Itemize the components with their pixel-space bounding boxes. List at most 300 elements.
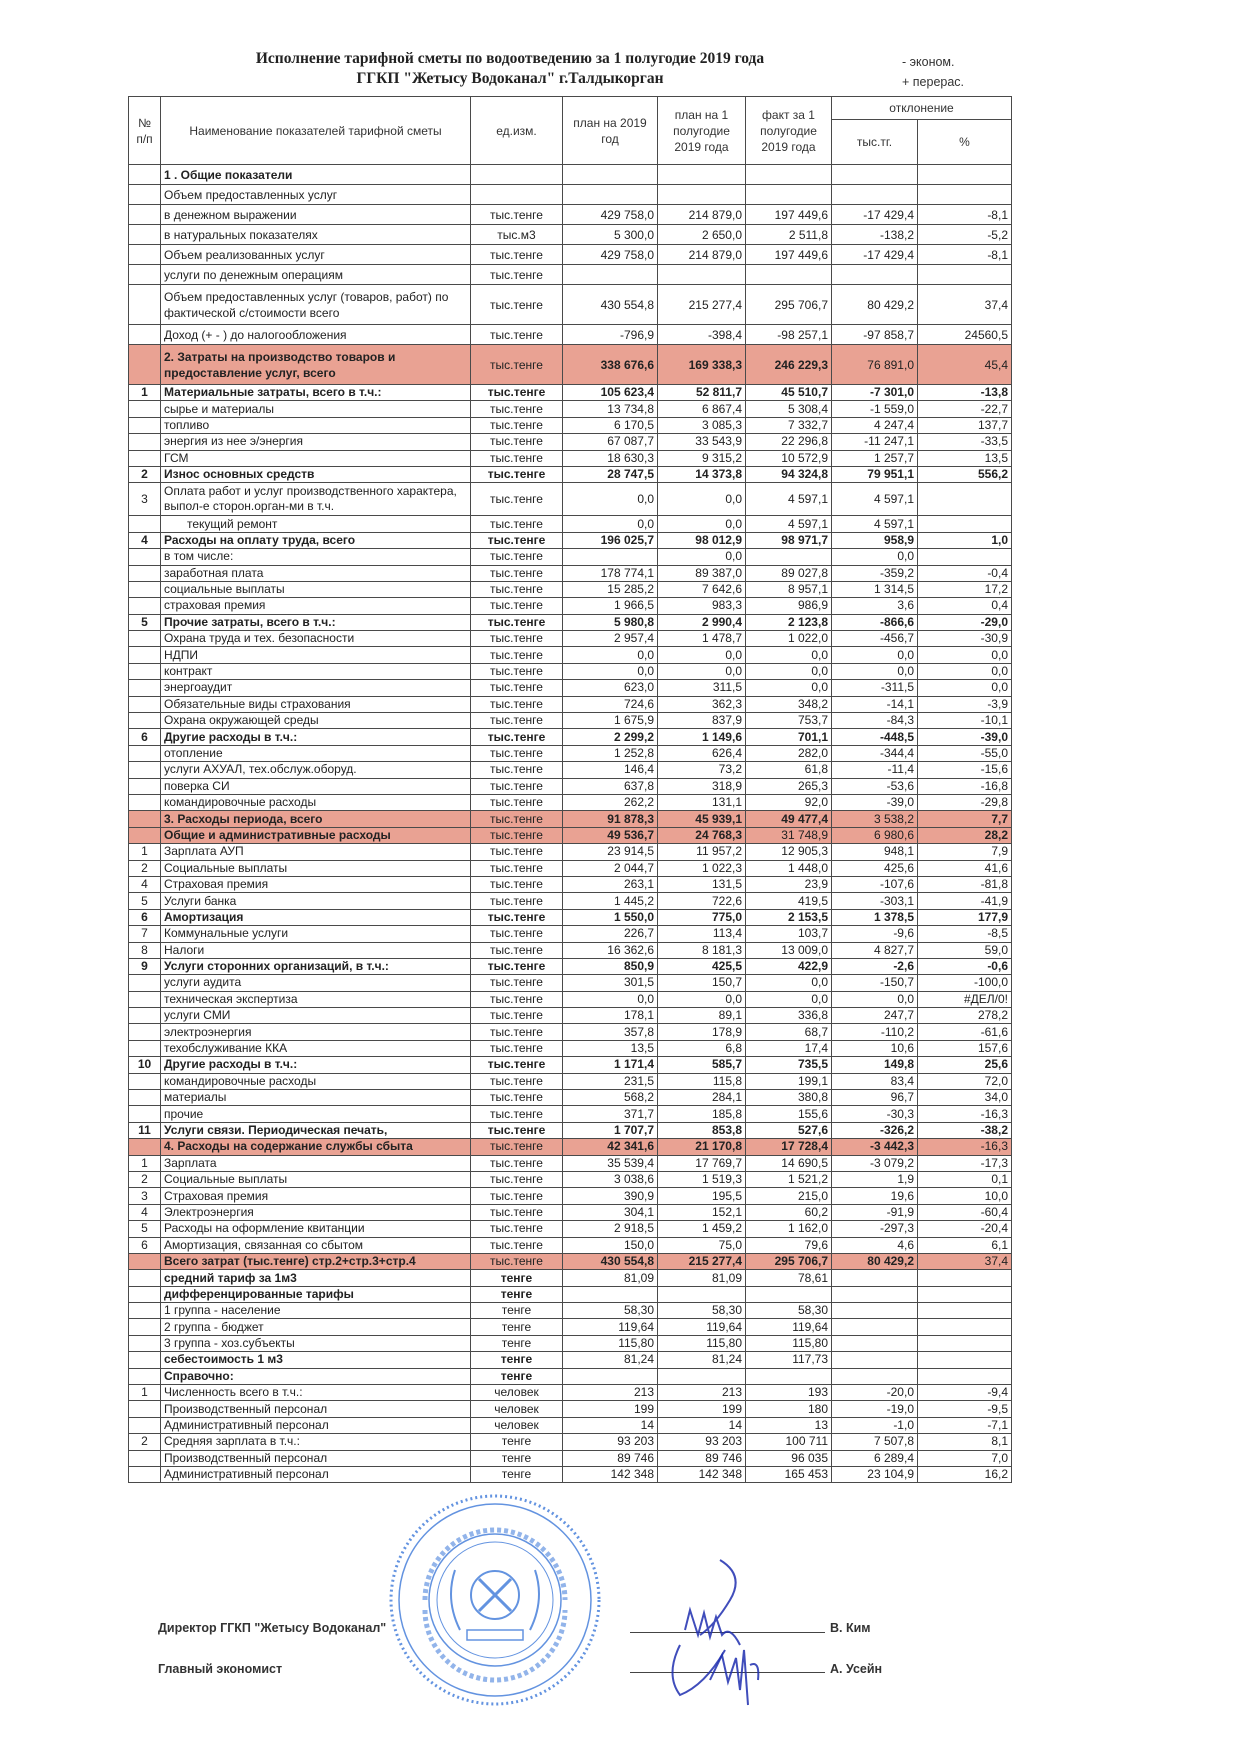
plan-half-value: 215 277,4: [658, 285, 746, 325]
col-header-plan-half: план на 1 полугодие 2019 года: [658, 97, 746, 165]
row-number: [129, 245, 161, 265]
plan-year-value: 1 252,8: [563, 745, 658, 761]
plan-year-value: 568,2: [563, 1090, 658, 1106]
row-unit: тыс.тенге: [471, 1057, 563, 1073]
row-unit: тыс.тенге: [471, 647, 563, 663]
row-indicator-name: командировочные расходы: [161, 794, 471, 810]
deviation-abs-value: 1 378,5: [832, 909, 918, 925]
row-number: [129, 325, 161, 345]
fact-half-value: 79,6: [746, 1237, 832, 1253]
plan-half-value: 169 338,3: [658, 345, 746, 385]
deviation-abs-value: -344,4: [832, 745, 918, 761]
plan-year-value: 67 087,7: [563, 434, 658, 450]
plan-year-value: 0,0: [563, 483, 658, 516]
row-number: 1: [129, 385, 161, 401]
row-indicator-name: Объем предоставленных услуг: [161, 185, 471, 205]
plan-half-value: [658, 1286, 746, 1302]
deviation-abs-value: 6 289,4: [832, 1450, 918, 1466]
deviation-pct-value: -81,8: [918, 876, 1012, 892]
deviation-pct-value: -61,6: [918, 1024, 1012, 1040]
deviation-pct-value: 556,2: [918, 466, 1012, 482]
plan-year-value: 28 747,5: [563, 466, 658, 482]
plan-half-value: 17 769,7: [658, 1155, 746, 1171]
row-number: [129, 1335, 161, 1351]
row-indicator-name: Производственный персонал: [161, 1450, 471, 1466]
fact-half-value: 2 511,8: [746, 225, 832, 245]
row-indicator-name: прочие: [161, 1106, 471, 1122]
row-number: [129, 565, 161, 581]
row-number: [129, 1270, 161, 1286]
row-indicator-name: 2. Затраты на производство товаров и предоставление услуг, всего: [161, 345, 471, 385]
table-row: [129, 1024, 1012, 1040]
fact-half-value: [746, 265, 832, 285]
deviation-pct-value: 1,0: [918, 532, 1012, 548]
plan-half-value: 0,0: [658, 483, 746, 516]
deviation-abs-value: -2,6: [832, 958, 918, 974]
fact-half-value: 4 597,1: [746, 516, 832, 532]
deviation-pct-value: [918, 1335, 1012, 1351]
plan-year-value: 1 675,9: [563, 713, 658, 729]
plan-half-value: 21 170,8: [658, 1139, 746, 1155]
row-unit: тыс.тенге: [471, 1237, 563, 1253]
row-number: 9: [129, 958, 161, 974]
deviation-abs-value: 6 980,6: [832, 827, 918, 843]
row-indicator-name: Услуги банка: [161, 893, 471, 909]
table-row: [129, 778, 1012, 794]
table-row: [129, 827, 1012, 843]
row-unit: тыс.тенге: [471, 942, 563, 958]
row-indicator-name: Социальные выплаты: [161, 860, 471, 876]
deviation-pct-value: 10,0: [918, 1188, 1012, 1204]
row-unit: тыс.тенге: [471, 565, 563, 581]
deviation-abs-value: [832, 1319, 918, 1335]
row-indicator-name: Всего затрат (тыс.тенге) стр.2+стр.3+стр.4: [161, 1253, 471, 1269]
deviation-abs-value: -91,9: [832, 1204, 918, 1220]
table-row: [129, 713, 1012, 729]
table-row: [129, 1139, 1012, 1155]
deviation-abs-value: 83,4: [832, 1073, 918, 1089]
deviation-pct-value: 177,9: [918, 909, 1012, 925]
row-number: [129, 794, 161, 810]
fact-half-value: 7 332,7: [746, 417, 832, 433]
table-row: [129, 483, 1012, 516]
table-row: [129, 581, 1012, 597]
plan-half-value: 195,5: [658, 1188, 746, 1204]
plan-year-value: 81,24: [563, 1352, 658, 1368]
deviation-abs-value: 80 429,2: [832, 1253, 918, 1269]
plan-half-value: 2 990,4: [658, 614, 746, 630]
row-number: [129, 745, 161, 761]
deviation-pct-value: 34,0: [918, 1090, 1012, 1106]
row-indicator-name: Производственный персонал: [161, 1401, 471, 1417]
row-number: 2: [129, 860, 161, 876]
row-indicator-name: Износ основных средств: [161, 466, 471, 482]
deviation-abs-value: -3 079,2: [832, 1155, 918, 1171]
deviation-pct-value: -16,3: [918, 1106, 1012, 1122]
deviation-abs-value: 0,0: [832, 647, 918, 663]
deviation-abs-value: 23 104,9: [832, 1467, 918, 1483]
row-indicator-name: Оплата работ и услуг производственного характера, выпол-е сторон.орган-ми в т.ч.: [161, 483, 471, 516]
fact-half-value: 10 572,9: [746, 450, 832, 466]
row-unit: тыс.тенге: [471, 696, 563, 712]
row-number: [129, 1090, 161, 1106]
director-label: Директор ГГКП "Жетысу Водоканал": [158, 1621, 387, 1635]
plan-half-value: 9 315,2: [658, 450, 746, 466]
row-unit: тыс.тенге: [471, 844, 563, 860]
table-row: [129, 876, 1012, 892]
row-unit: тыс.тенге: [471, 1188, 563, 1204]
table-row: [129, 325, 1012, 345]
col-header-fact-half: факт за 1 полугодие 2019 года: [746, 97, 832, 165]
plan-half-value: 113,4: [658, 926, 746, 942]
deviation-abs-value: -3 442,3: [832, 1139, 918, 1155]
plan-half-value: 11 957,2: [658, 844, 746, 860]
row-indicator-name: Зарплата: [161, 1155, 471, 1171]
row-unit: тыс.тенге: [471, 532, 563, 548]
table-row: [129, 1008, 1012, 1024]
table-row: [129, 1188, 1012, 1204]
row-number: [129, 762, 161, 778]
plan-half-value: 722,6: [658, 893, 746, 909]
fact-half-value: 17 728,4: [746, 1139, 832, 1155]
row-unit: тыс.тенге: [471, 1171, 563, 1187]
row-indicator-name: 2 группа - бюджет: [161, 1319, 471, 1335]
row-unit: тыс.тенге: [471, 663, 563, 679]
row-indicator-name: НДПИ: [161, 647, 471, 663]
fact-half-value: [746, 165, 832, 185]
fact-half-value: 94 324,8: [746, 466, 832, 482]
plan-half-value: 33 543,9: [658, 434, 746, 450]
row-indicator-name: топливо: [161, 417, 471, 433]
plan-year-value: 1 966,5: [563, 598, 658, 614]
row-number: [129, 265, 161, 285]
fact-half-value: 0,0: [746, 663, 832, 679]
row-indicator-name: Административный персонал: [161, 1417, 471, 1433]
fact-half-value: 193: [746, 1385, 832, 1401]
table-row: [129, 185, 1012, 205]
table-row: [129, 1467, 1012, 1483]
fact-half-value: 282,0: [746, 745, 832, 761]
row-unit: тыс.тенге: [471, 1139, 563, 1155]
row-unit: тыс.тенге: [471, 483, 563, 516]
deviation-pct-value: -60,4: [918, 1204, 1012, 1220]
deviation-pct-value: [918, 185, 1012, 205]
deviation-pct-value: [918, 1303, 1012, 1319]
deviation-pct-value: -22,7: [918, 401, 1012, 417]
table-row: [129, 205, 1012, 225]
plan-year-value: 1 707,7: [563, 1122, 658, 1138]
fact-half-value: 1 521,2: [746, 1171, 832, 1187]
plan-year-value: 5 300,0: [563, 225, 658, 245]
deviation-pct-value: [918, 1368, 1012, 1384]
row-unit: тыс.тенге: [471, 1155, 563, 1171]
plan-half-value: 89,1: [658, 1008, 746, 1024]
plan-year-value: 105 623,4: [563, 385, 658, 401]
plan-half-value: 75,0: [658, 1237, 746, 1253]
row-unit: тыс.тенге: [471, 713, 563, 729]
fact-half-value: 23,9: [746, 876, 832, 892]
fact-half-value: 246 229,3: [746, 345, 832, 385]
deviation-pct-value: 0,0: [918, 647, 1012, 663]
row-number: [129, 975, 161, 991]
deviation-abs-value: -11 247,1: [832, 434, 918, 450]
plan-half-value: 837,9: [658, 713, 746, 729]
fact-half-value: 215,0: [746, 1188, 832, 1204]
fact-half-value: 68,7: [746, 1024, 832, 1040]
plan-year-value: 429 758,0: [563, 205, 658, 225]
row-indicator-name: Расходы на оплату труда, всего: [161, 532, 471, 548]
plan-half-value: 425,5: [658, 958, 746, 974]
row-number: [129, 434, 161, 450]
table-row: [129, 245, 1012, 265]
row-indicator-name: отопление: [161, 745, 471, 761]
row-indicator-name: услуги аудита: [161, 975, 471, 991]
plan-half-value: 2 650,0: [658, 225, 746, 245]
row-unit: тыс.тенге: [471, 778, 563, 794]
row-unit: тыс.тенге: [471, 450, 563, 466]
deviation-pct-value: 41,6: [918, 860, 1012, 876]
deviation-abs-value: -11,4: [832, 762, 918, 778]
row-number: [129, 1008, 161, 1024]
row-unit: тыс.тенге: [471, 1106, 563, 1122]
deviation-pct-value: [918, 165, 1012, 185]
row-indicator-name: энергия из нее э/энергия: [161, 434, 471, 450]
row-unit: тыс.тенге: [471, 631, 563, 647]
row-number: 8: [129, 942, 161, 958]
row-number: [129, 581, 161, 597]
deviation-abs-value: 4 247,4: [832, 417, 918, 433]
plan-half-value: 1 519,3: [658, 1171, 746, 1187]
fact-half-value: 295 706,7: [746, 1253, 832, 1269]
deviation-pct-value: -55,0: [918, 745, 1012, 761]
table-row: [129, 434, 1012, 450]
deviation-abs-value: -9,6: [832, 926, 918, 942]
fact-half-value: 98 971,7: [746, 532, 832, 548]
deviation-pct-value: -33,5: [918, 434, 1012, 450]
deviation-abs-value: 7 507,8: [832, 1434, 918, 1450]
deviation-pct-value: 7,7: [918, 811, 1012, 827]
row-unit: тыс.м3: [471, 225, 563, 245]
row-number: 2: [129, 1434, 161, 1450]
fact-half-value: [746, 549, 832, 565]
deviation-abs-value: -297,3: [832, 1221, 918, 1237]
row-unit: тыс.тенге: [471, 860, 563, 876]
deviation-pct-value: -7,1: [918, 1417, 1012, 1433]
table-row: [129, 860, 1012, 876]
row-indicator-name: командировочные расходы: [161, 1073, 471, 1089]
table-row: [129, 991, 1012, 1007]
fact-half-value: 986,9: [746, 598, 832, 614]
table-row: [129, 1352, 1012, 1368]
row-number: [129, 1024, 161, 1040]
row-indicator-name: Социальные выплаты: [161, 1171, 471, 1187]
fact-half-value: 31 748,9: [746, 827, 832, 843]
table-row: [129, 1417, 1012, 1433]
table-row: [129, 401, 1012, 417]
row-indicator-name: в натуральных показателях: [161, 225, 471, 245]
row-number: [129, 1368, 161, 1384]
plan-year-value: 6 170,5: [563, 417, 658, 433]
row-unit: [471, 185, 563, 205]
deviation-pct-value: -9,4: [918, 1385, 1012, 1401]
fact-half-value: 61,8: [746, 762, 832, 778]
plan-year-value: 2 957,4: [563, 631, 658, 647]
deviation-pct-value: 0,0: [918, 680, 1012, 696]
row-unit: тыс.тенге: [471, 345, 563, 385]
row-indicator-name: 1 группа - население: [161, 1303, 471, 1319]
row-number: 6: [129, 1237, 161, 1253]
plan-half-value: 1 149,6: [658, 729, 746, 745]
deviation-abs-value: 80 429,2: [832, 285, 918, 325]
row-unit: тыс.тенге: [471, 909, 563, 925]
plan-half-value: 1 478,7: [658, 631, 746, 647]
row-indicator-name: контракт: [161, 663, 471, 679]
fact-half-value: 45 510,7: [746, 385, 832, 401]
table-row: [129, 1335, 1012, 1351]
row-indicator-name: в денежном выражении: [161, 205, 471, 225]
deviation-abs-value: 4 827,7: [832, 942, 918, 958]
table-row: [129, 1450, 1012, 1466]
deviation-abs-value: [832, 1368, 918, 1384]
row-number: [129, 598, 161, 614]
row-unit: тенге: [471, 1352, 563, 1368]
row-number: [129, 1073, 161, 1089]
row-indicator-name: средний тариф за 1м3: [161, 1270, 471, 1286]
row-number: 11: [129, 1122, 161, 1138]
deviation-pct-value: #ДЕЛ/0!: [918, 991, 1012, 1007]
plan-year-value: 1 445,2: [563, 893, 658, 909]
row-unit: тыс.тенге: [471, 876, 563, 892]
deviation-pct-value: 0,4: [918, 598, 1012, 614]
row-indicator-name: Другие расходы в т.ч.:: [161, 1057, 471, 1073]
row-indicator-name: Амортизация: [161, 909, 471, 925]
plan-year-value: 262,2: [563, 794, 658, 810]
row-indicator-name: Справочно:: [161, 1368, 471, 1384]
row-number: [129, 663, 161, 679]
plan-year-value: 81,09: [563, 1270, 658, 1286]
row-number: [129, 401, 161, 417]
table-row: [129, 345, 1012, 385]
deviation-pct-value: -41,9: [918, 893, 1012, 909]
table-row: [129, 762, 1012, 778]
fact-half-value: 115,80: [746, 1335, 832, 1351]
plan-half-value: 150,7: [658, 975, 746, 991]
table-row: [129, 516, 1012, 532]
deviation-pct-value: -38,2: [918, 1122, 1012, 1138]
fact-half-value: 100 711: [746, 1434, 832, 1450]
fact-half-value: 348,2: [746, 696, 832, 712]
table-row: [129, 1401, 1012, 1417]
table-row: [129, 466, 1012, 482]
economist-signature: [700, 1610, 780, 1710]
plan-half-value: [658, 1368, 746, 1384]
plan-half-value: 131,5: [658, 876, 746, 892]
deviation-abs-value: 425,6: [832, 860, 918, 876]
row-unit: тыс.тенге: [471, 975, 563, 991]
table-body: [129, 165, 1012, 1483]
row-number: [129, 450, 161, 466]
col-header-name: Наименование показателей тарифной сметы: [161, 97, 471, 165]
plan-year-value: 850,9: [563, 958, 658, 974]
row-number: [129, 647, 161, 663]
deviation-pct-value: 45,4: [918, 345, 1012, 385]
table-row: [129, 1073, 1012, 1089]
table-row: [129, 811, 1012, 827]
table-row: [129, 1040, 1012, 1056]
table-row: [129, 1286, 1012, 1302]
economist-label: Главный экономист: [158, 1662, 283, 1676]
plan-half-value: 14: [658, 1417, 746, 1433]
deviation-abs-value: [832, 1286, 918, 1302]
plan-half-value: 214 879,0: [658, 205, 746, 225]
deviation-pct-value: [918, 483, 1012, 516]
deviation-pct-value: -13,8: [918, 385, 1012, 401]
row-number: 6: [129, 729, 161, 745]
plan-year-value: [563, 185, 658, 205]
plan-year-value: 231,5: [563, 1073, 658, 1089]
row-unit: тыс.тенге: [471, 549, 563, 565]
row-number: [129, 778, 161, 794]
deviation-abs-value: [832, 185, 918, 205]
table-row: [129, 680, 1012, 696]
deviation-pct-value: 37,4: [918, 1253, 1012, 1269]
deviation-pct-value: -100,0: [918, 975, 1012, 991]
fact-half-value: 419,5: [746, 893, 832, 909]
plan-year-value: 0,0: [563, 516, 658, 532]
plan-year-value: 93 203: [563, 1434, 658, 1450]
row-number: [129, 1303, 161, 1319]
row-unit: тыс.тенге: [471, 1253, 563, 1269]
row-number: 2: [129, 1171, 161, 1187]
table-row: [129, 1122, 1012, 1138]
plan-half-value: 93 203: [658, 1434, 746, 1450]
fact-half-value: 197 449,6: [746, 245, 832, 265]
deviation-pct-value: 16,2: [918, 1467, 1012, 1483]
plan-year-value: 226,7: [563, 926, 658, 942]
legend-economy: - эконом.: [902, 55, 955, 69]
row-number: [129, 1467, 161, 1483]
row-number: [129, 549, 161, 565]
plan-half-value: 626,4: [658, 745, 746, 761]
deviation-abs-value: -17 429,4: [832, 245, 918, 265]
row-number: [129, 417, 161, 433]
row-number: [129, 1139, 161, 1155]
fact-half-value: 60,2: [746, 1204, 832, 1220]
deviation-abs-value: -97 858,7: [832, 325, 918, 345]
plan-year-value: 263,1: [563, 876, 658, 892]
plan-year-value: 150,0: [563, 1237, 658, 1253]
deviation-pct-value: 13,5: [918, 450, 1012, 466]
plan-year-value: 16 362,6: [563, 942, 658, 958]
plan-half-value: 115,80: [658, 1335, 746, 1351]
col-header-dev-abs: тыс.тг.: [832, 120, 918, 165]
row-number: 7: [129, 926, 161, 942]
plan-year-value: 91 878,3: [563, 811, 658, 827]
row-indicator-name: Охрана окружающей среды: [161, 713, 471, 729]
fact-half-value: 96 035: [746, 1450, 832, 1466]
row-indicator-name: Услуги связи. Периодическая печать,: [161, 1122, 471, 1138]
deviation-abs-value: 79 951,1: [832, 466, 918, 482]
table-row: [129, 942, 1012, 958]
deviation-pct-value: [918, 1270, 1012, 1286]
plan-half-value: 152,1: [658, 1204, 746, 1220]
row-number: [129, 1417, 161, 1433]
row-indicator-name: Электроэнергия: [161, 1204, 471, 1220]
plan-half-value: 6 867,4: [658, 401, 746, 417]
deviation-abs-value: -359,2: [832, 565, 918, 581]
row-unit: тыс.тенге: [471, 745, 563, 761]
table-row: [129, 1057, 1012, 1073]
